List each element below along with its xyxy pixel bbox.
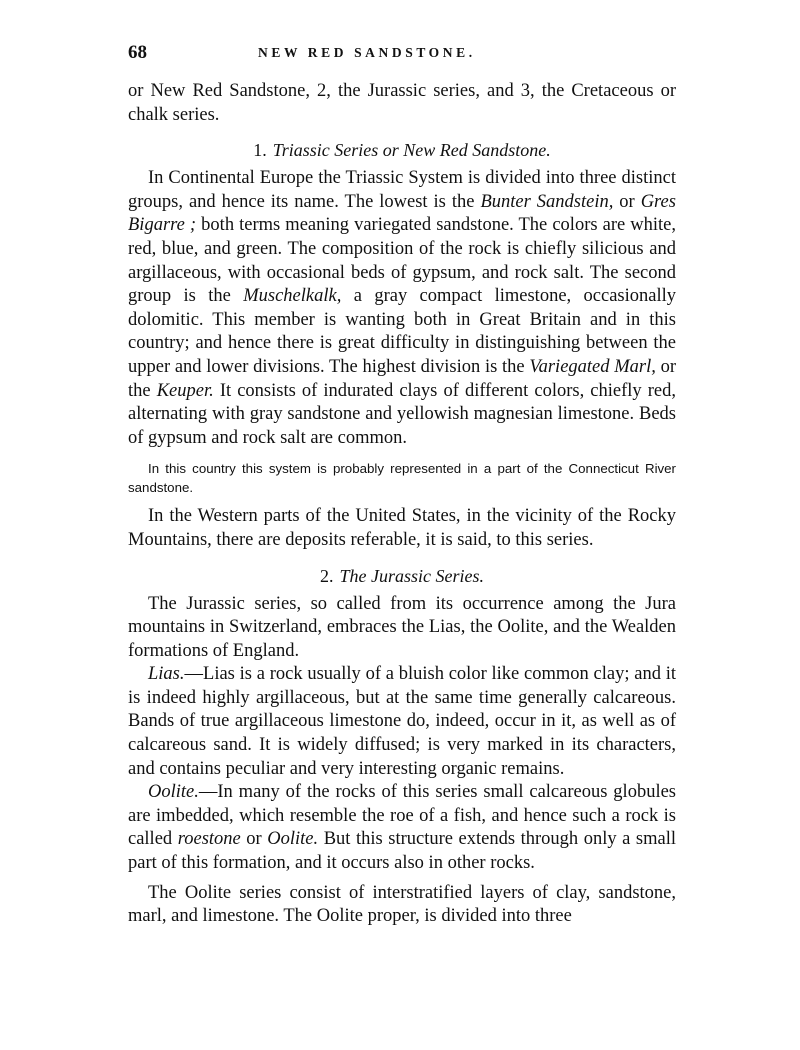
term-roestone: roestone <box>177 829 241 850</box>
text-run: —In many of the rocks of this series small calcareous globules are imbedded, which resemble the roe of a fish, and hence such a rock is called <box>128 782 676 850</box>
text-run: or the <box>128 356 677 401</box>
term-bunter: Bunter Sandstein, <box>480 191 614 212</box>
section-number: 1. <box>253 140 267 161</box>
term-variegated-marl: Variegated Marl, <box>529 356 656 377</box>
jurassic-paragraph: The Jurassic series, so called from its occurrence among the Jura mountains in Switzerland, embraces the Lias, the Oolite, and the Wealden formations of England. <box>128 593 676 661</box>
running-head <box>128 42 676 72</box>
text-run: a gray compact limestone, occasionally dolomitic. This member is wanting both in Great Britain and in this country; and hence there is great difficulty in distinguishing between the upper and lower divisions. The highest division is the <box>128 286 676 377</box>
small-print-note: In this country this system is probably represented in a part of the Connecticut River sandstone. <box>128 461 676 496</box>
text-run: It consists of indurated clays of different colors, chiefly red, alternating with gray sandstone and yellowish magnesian limestone. Beds of gypsum and rock salt are common. <box>128 380 676 448</box>
triassic-paragraph <box>128 167 676 450</box>
lias-label: Lias. <box>148 664 185 685</box>
text-run: both terms meaning variegated sandstone. The colors are white, red, blue, and green. The composition of the rock is chiefly silicious and argillaceous, with occasional beds of gypsum, and rock salt. The second group is the <box>128 215 677 307</box>
term-keuper: Keuper. <box>156 380 214 401</box>
term-gres-bigarre: Gres Bigarre ; <box>128 191 676 236</box>
section-title: Triassic Series or New Red Sandstone. <box>272 140 551 161</box>
section-number: 2. <box>320 565 334 586</box>
section-heading-triassic <box>128 138 676 162</box>
running-title: NEW RED SANDSTONE. <box>258 45 476 60</box>
oolite-paragraph <box>128 781 676 875</box>
page-number: 68 <box>128 42 147 63</box>
text-run: or <box>240 829 268 850</box>
section-title: The Jurassic Series. <box>339 565 484 586</box>
text-run: —Lias is a rock usually of a bluish color like common clay; and it is indeed highly argillaceous, but at the same time generally calcareous. Bands of true argillaceous limestone do, indeed, occur in it, as well as of calcareous sand. It is widely diffused; is very marked in its characters, and contains peculiar and very interesting organic remains. <box>128 664 676 779</box>
book-page <box>128 42 676 929</box>
lias-paragraph <box>128 663 676 781</box>
section-heading-jurassic <box>128 564 676 588</box>
intro-paragraph: or New Red Sandstone, 2, the Jurassic series, and 3, the Cretaceous or chalk series. <box>128 81 676 125</box>
term-oolite: Oolite. <box>267 829 319 850</box>
text-run: In Continental Europe the Triassic System is divided into three distinct groups, and hence its name. The lowest is the <box>128 168 676 212</box>
oolite-label: Oolite. <box>148 782 199 803</box>
term-muschelkalk: Muschelkalk, <box>243 286 342 307</box>
western-states-paragraph: In the Western parts of the United States, in the vicinity of the Rocky Mountains, there are deposits referable, it is said, to this series. <box>128 506 676 550</box>
oolite-series-paragraph: The Oolite series consist of interstratified layers of clay, sandstone, marl, and limestone. The Oolite proper, is divided into three <box>128 882 676 927</box>
text-run: or <box>613 191 641 212</box>
text-run: But this structure extends through only a small part of this formation, and it occurs also in other rocks. <box>128 829 676 874</box>
